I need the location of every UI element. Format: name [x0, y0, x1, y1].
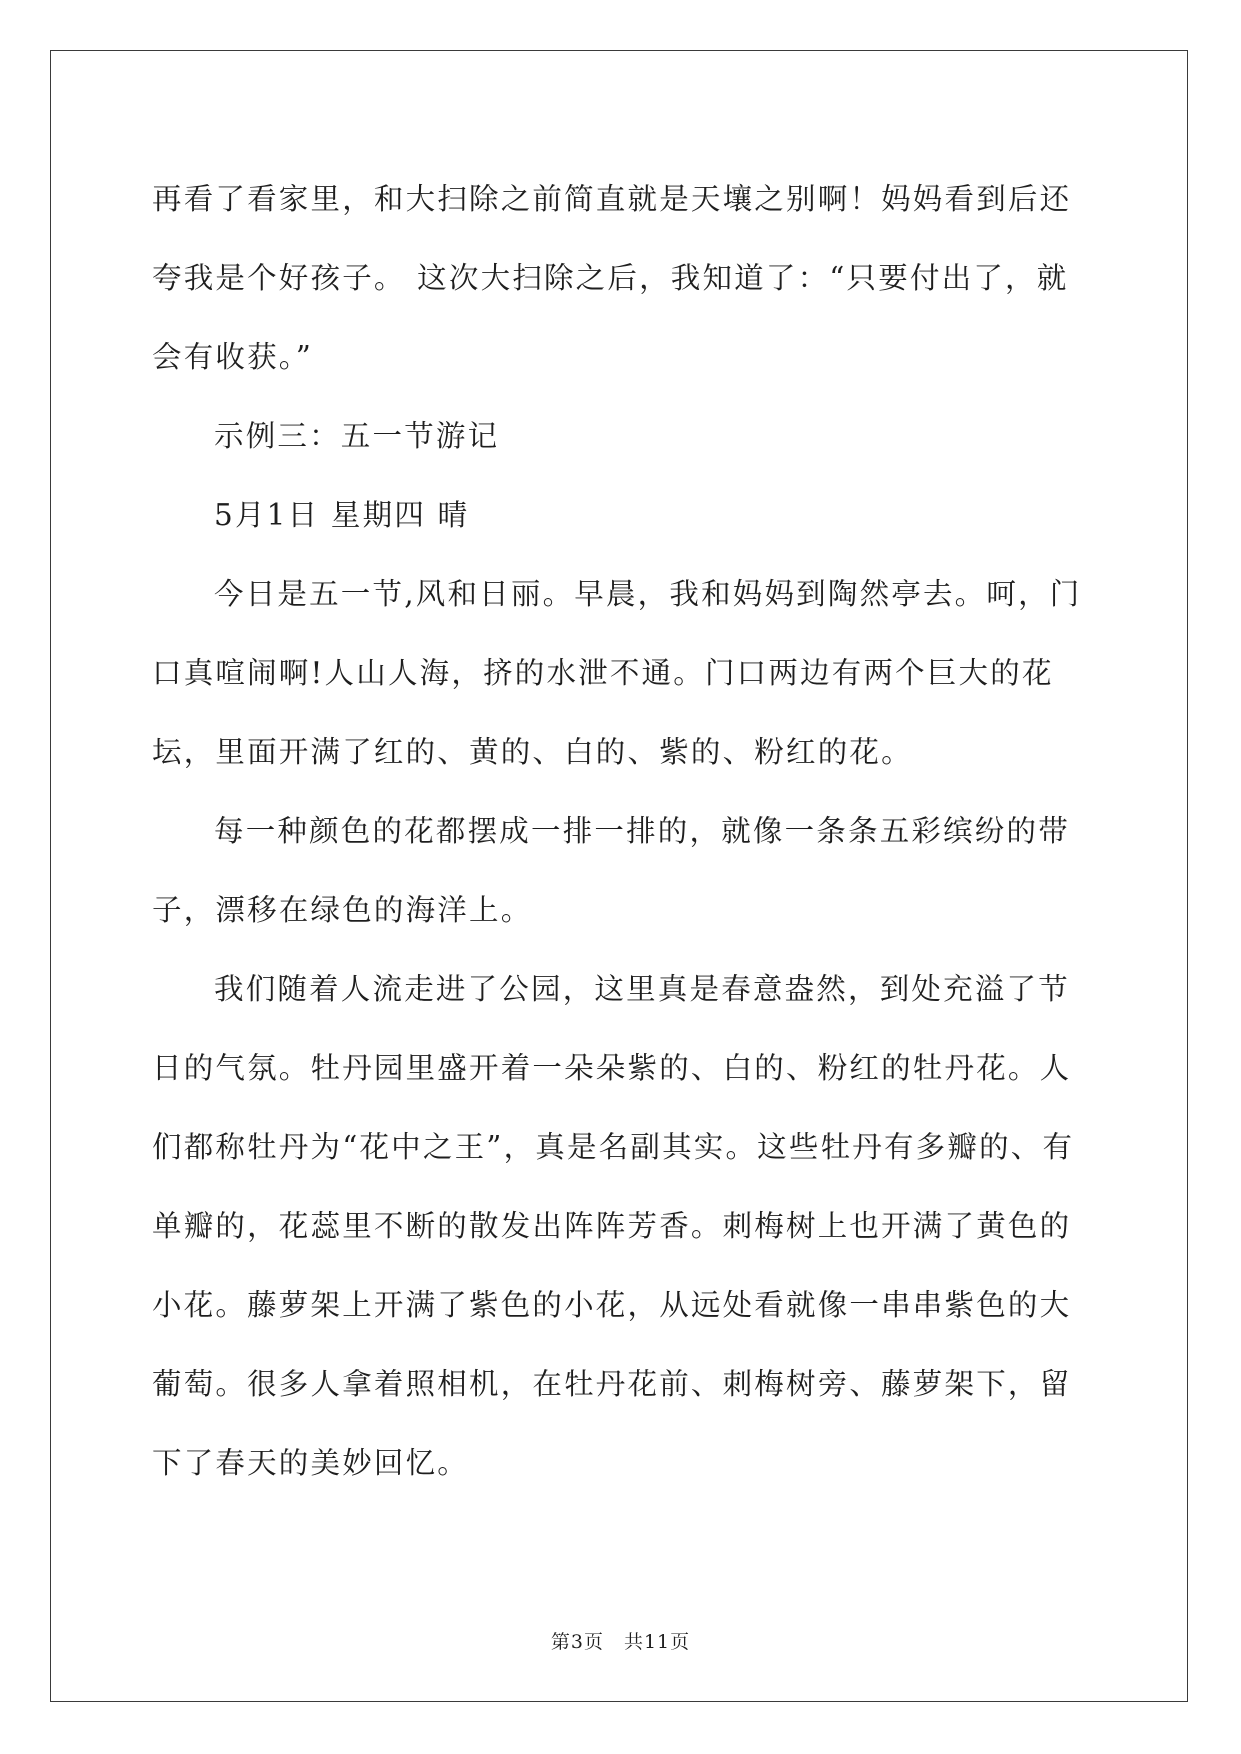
- page-number-footer: 第3页 共11页: [550, 1631, 691, 1653]
- paragraph-6: 我们随着人流走进了公园，这里真是春意盎然，到处充溢了节日的气氛。牡丹园里盛开着一朵朵紫的、白的、粉红的牡丹花。人们都称牡丹为“花中之王”，真是名副其实。这些牡丹有多瓣的、有单瓣的，花蕊里不断的散发出阵阵芳香。刺梅树上也开满了黄色的小花。藤萝架上开满了紫色的小花，从远处看就像一串串紫色的大葡萄。很多人拿着照相机，在牡丹花前、刺梅树旁、藤萝架下，留下了春天的美妙回忆。: [152, 972, 1075, 1480]
- document-body: [152, 160, 1092, 1503]
- date-line: 5月1日 星期四 晴: [214, 498, 470, 532]
- section-heading: 示例三：五一节游记: [214, 419, 500, 453]
- paragraph-1: 再看了看家里，和大扫除之前简直就是天壤之别啊！妈妈看到后还夸我是个好孩子。 这次大扫除之后，我知道了：“只要付出了，就会有收获。”: [152, 182, 1072, 374]
- paragraph-4: 今日是五一节,风和日丽。早晨，我和妈妈到陶然亭去。呵，门口真喧闹啊!人山人海，挤的水泄不通。门口两边有两个巨大的花坛，里面开满了红的、黄的、白的、紫的、粉红的花。: [152, 577, 1082, 769]
- paragraph-5: 每一种颜色的花都摆成一排一排的，就像一条条五彩缤纷的带子，漂移在绿色的海洋上。: [152, 814, 1070, 927]
